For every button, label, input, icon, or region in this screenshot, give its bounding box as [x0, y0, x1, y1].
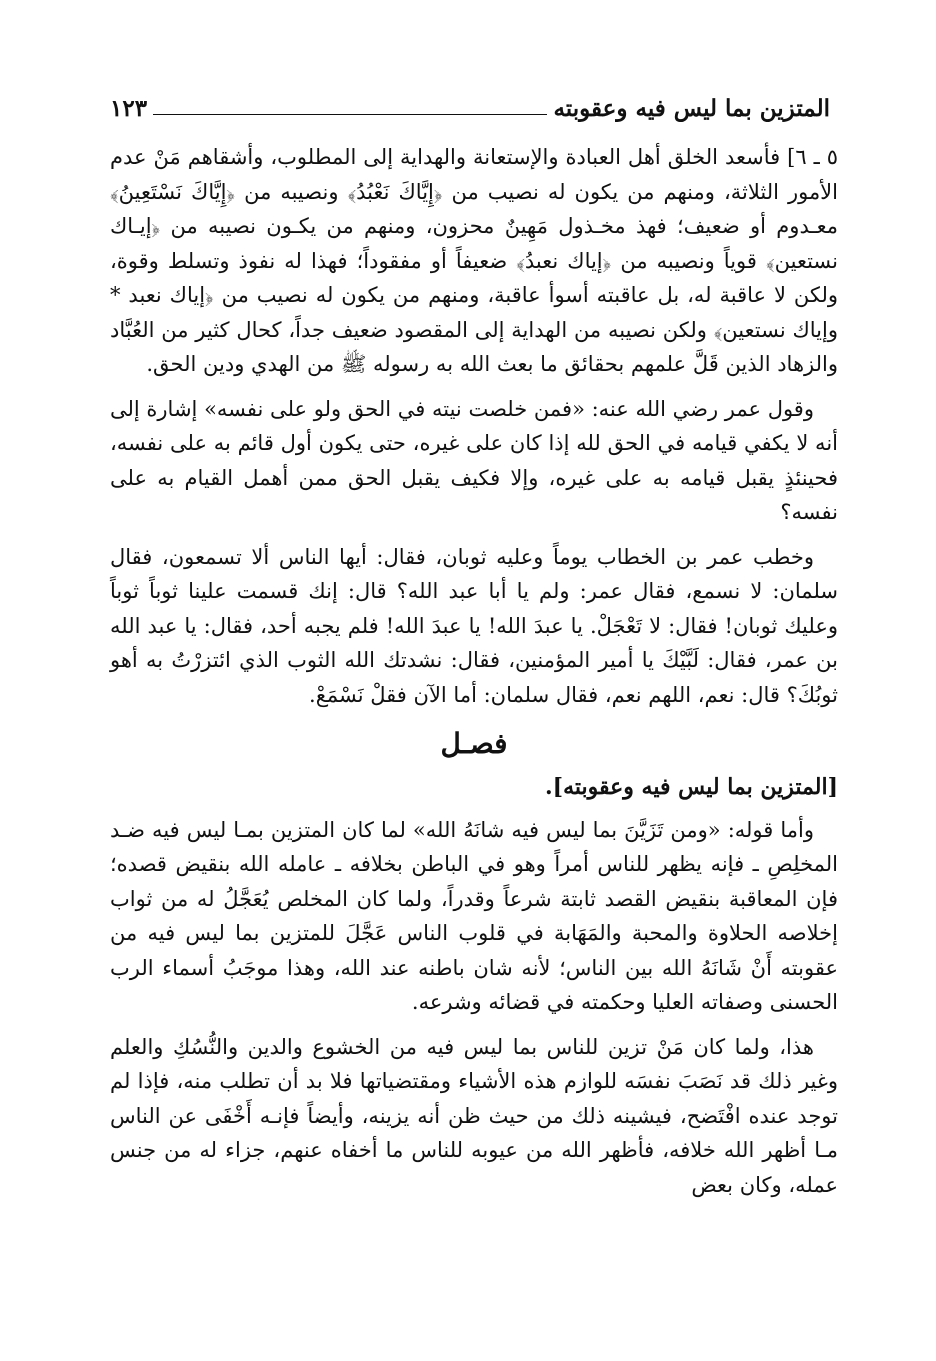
paragraph-adornment: وأما قوله: «ومن تَزَيَّنَ بما ليس فيه شانَهُ الله» لما كان المتزين بمـا ليس فيه ضـد المخلِصِ ـ فإنه يظهر للناس أمراً وهو في الباطن بخلافه ـ عامله الله بنقيض قصده؛ فإن المعاقبة بنقيض القصد ثابتة شرعاً وقدراً، ولما كان المخلص يُعَجَّلُ له من ثواب إخلاصه الحلاوة والمحبة والمَهَابة في قلوب الناس عَجَّلَ للمتزين بما ليس فيه من عقوبته أَنْ شَانَهُ الله بين الناس؛ لأنه شان باطنه عند الله، وهذا موجَبُ أسماء الرب الحسنى وصفاته العليا وحكمته في قضائه وشرعه.: [110, 817, 838, 1014]
header-rule: [153, 114, 547, 115]
paragraph-numbered-5-6: ٥ ـ ٦] فأسعد الخلق أهل العبادة والإستعانة والهداية إلى المطلوب، وأشقاهم مَنْ عدم الأمور الثلاثة، ومنهم من يكون له نصيب من ﴿إِيَّاكَ نَعْبُدُ﴾ ونصيبه من ﴿إِيَّاكَ نَسْتَعِينُ﴾ معـدوم أو ضعيف؛ فهذ مخـذول مَهِينٌ محزون، ومنهم من يكـون نصيبه من ﴿إيـاك نستعين﴾ قوياً ونصيبه من ﴿إياك نعبدُ﴾ ضعيفاً أو مفقوداً؛ فهذا له نفوذ وتسلط وقوة، ولكن لا عاقبة له، بل عاقبته أسوأ عاقبة، ومنهم من يكون له نصيب من ﴿إياك نعبد * وإياك نستعين﴾ ولكن نصيبه من الهداية إلى المقصود ضعيف جداً، كحال كثير من العُبَّاد والزهاد الذين قَلَّ علمهم بحقائق ما بعث الله به رسوله ﷺ من الهدي ودين الحق.: [110, 145, 838, 376]
paragraph-umar-sermon: وخطب عمر بن الخطاب يوماً وعليه ثوبان، فقال: أيها الناس ألا تسمعون، فقال سلمان: لا نسمع، فقال عمر: ولم يا أبا عبد الله؟ قال: إنك قسمت علينا ثوباً ثوباً وعليك ثوبان! فقال: لا تَعْجَلْ. يا عبدَ الله! يا عبدَ الله! فلم يجبه أحد، فقال: يا عبد الله بن عمر، فقال: لَبَّيْكَ يا أمير المؤمنين، فقال: نشدتك الله الثوب الذي ائتزرْتُ به أهو ثوبُكَ؟ قال: نعم، اللهم نعم، فقال سلمان: أما الآن فقلْ نَسْمَعْ.: [110, 544, 838, 707]
paragraph-umar-quote: وقول عمر رضي الله عنه: «فمن خلصت نيته في الحق ولو على نفسه» إشارة إلى أنه لا يكفي قيامه في الحق لله إذا كان على غيره، حتى يكون أول قائم به على نفسه، فحينئذٍ يقبل قيامه به على غيره، وإلا فكيف يقبل الحق ممن أهمل القيام به على نفسه؟: [110, 396, 838, 524]
section-subheading: [المتزين بما ليس فيه وعقوبته].: [545, 774, 838, 800]
page-body: [110, 140, 838, 1212]
section-title: فصـل: [440, 727, 508, 760]
running-title: المتزين بما ليس فيه وعقوبته: [553, 94, 830, 122]
page-number: ١٢٣: [110, 94, 148, 122]
paragraph-exposure: هذا، ولما كان مَنْ تزين للناس بما ليس فيه من الخشوع والدين والنُّسُكِ والعلم وغير ذلك قد نَصَبَ نفسَه للوازم هذه الأشياء ومقتضياتها فلا بد أن تطلب منه، فإذا لم توجد عنده افْتَضح، فيشينه ذلك من حيث ظن أنه يزينه، وأيضاً فإنـه أَخْفَى عن الناس مـا أظهر الله خلافه، فأظهر الله من عيوبه للناس ما أخفاه عنهم، جزاء له من جنس عمله، وكان بعض: [110, 1034, 838, 1197]
page-header: [110, 88, 830, 128]
